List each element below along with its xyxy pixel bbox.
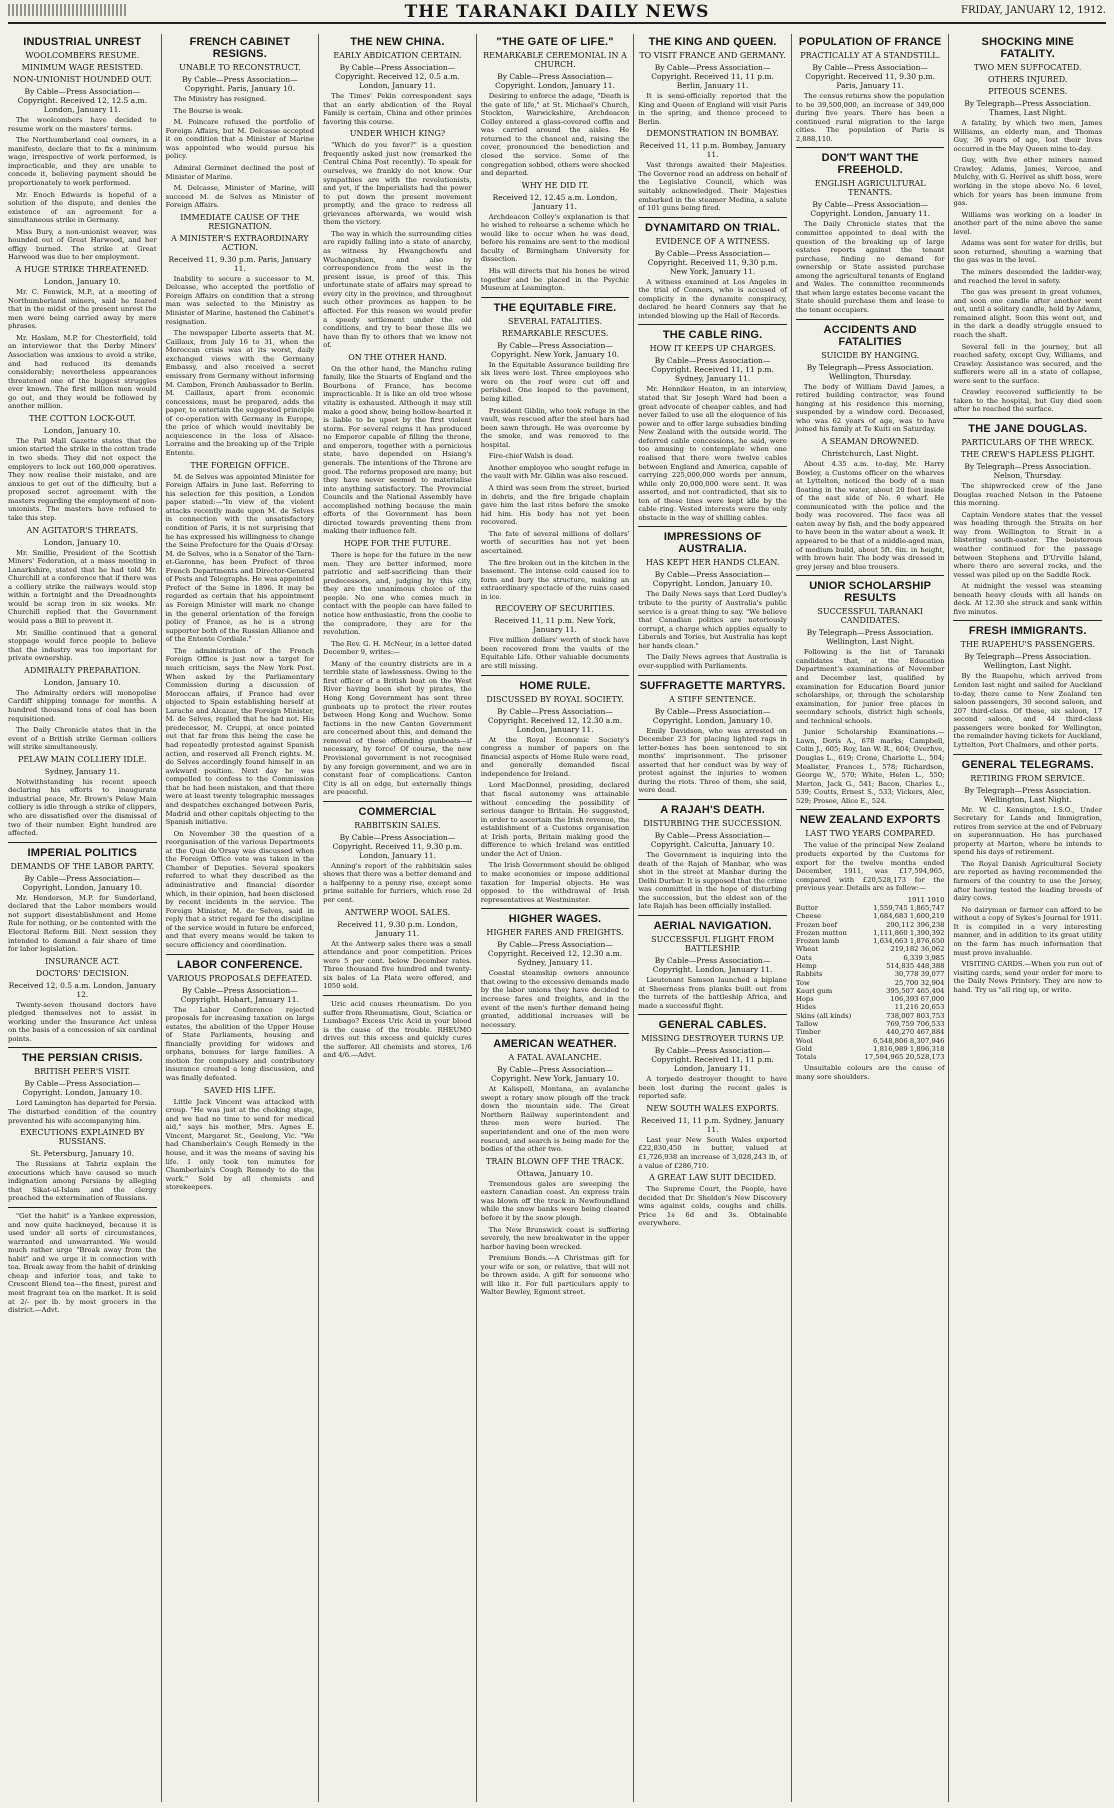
dateline: By Cable—Press Association—Copyright. London, January 11. xyxy=(810,200,931,219)
column-4 xyxy=(476,34,634,1802)
paragraph: The way in which the surrounding cities are rapidly falling into a state of anarchy, as witness by Hwangchowfu and Wuchangshien, and also by correspondence from the west in the present issue, is proof of this. This unfortunate state of affairs may spread to every city in the province, and throughout such other provinces as happen to be affected. For this reason we would prefer a speedy settlement under the old conditions, and try to bear those ills we have than fly to others that we know not of. xyxy=(323,229,472,350)
subheading: THE FOREIGN OFFICE. xyxy=(190,460,290,470)
headline: HOME RULE. xyxy=(519,679,591,692)
paragraph: Fire-chief Walsh is dead. xyxy=(488,452,574,461)
divider xyxy=(953,418,1102,419)
subheading: MINIMUM WAGE RESISTED. xyxy=(21,63,143,72)
subheading: SUICIDE BY HANGING. xyxy=(821,350,920,360)
paragraph: The New Brunswick coast is suffering severely, the new breakwater in the upper harbor having been wrecked. xyxy=(480,1225,630,1251)
dateline: By Cable—Press Association—Copyright. Received 11, 9.30 p.m. New York, January 11. xyxy=(647,248,778,276)
headline: A RAJAH'S DEATH. xyxy=(660,804,766,816)
subheading: A FATAL AVALANCHE. xyxy=(508,1053,602,1063)
subheading: MISSING DESTROYER TURNS UP. xyxy=(641,1034,784,1044)
dateline: By Telegraph—Press Association. Nelson, Thursday. xyxy=(964,462,1092,480)
table-row: Wool 6,548,806 8,307,946 xyxy=(795,1036,945,1045)
dateline: By Telegraph—Press Association. Wellington, Thursday. xyxy=(806,362,934,381)
divider xyxy=(953,754,1102,755)
dateline: Received 11, 9.30 p.m. Paris, January 11. xyxy=(168,254,312,273)
paragraph: The value of the principal New Zealand products exported by the Customs for export for the twelve months ended December, 1911, was £17,594,965, compared with £20,528,173 for the previous year. Details are as follow:— xyxy=(795,841,945,893)
paragraph: In the Equitable Assurance building fire six lives were lost. Three employees who were on the roof were cut off and perished. One leaped to the pavement, being killed. xyxy=(480,360,630,403)
paragraph: The Daily News agrees that Australia is over-supplied with Parliaments. xyxy=(638,653,787,670)
subheading: PRACTICALLY AT A STANDSTILL. xyxy=(800,51,941,60)
headline: AERIAL NAVIGATION. xyxy=(653,919,772,932)
paragraph: The Royal Danish Agricultural Society are reported as having recommended the farmers of the country to use the Jersey, after having tested the leading breeds of dairy cows. xyxy=(953,859,1103,903)
headline: AMERICAN WEATHER. xyxy=(493,1038,617,1051)
paragraph: At the Royal Economic Society's congress a number of papers on the financial aspects of Home Rule were read, and generally demanded fiscal independence for Ireland. xyxy=(480,735,630,778)
paragraph: The Rev. G. H. McNeur, in a letter dated December 9, writes:— xyxy=(323,639,472,657)
dateline: St. Petersburg, January 10. xyxy=(30,1149,135,1159)
headline: NEW ZEALAND EXPORTS xyxy=(799,814,941,827)
paragraph: The Times' Pekin correspondent says that an early abdication of the Royal Family is certain, China and other princes favoring this course. xyxy=(323,92,472,126)
advertisement: VISITING CARDS.—When you run out of visiting cards, send your order for more to the Daily News Printery. They are now to hand. Try us "all ring up, or write. xyxy=(953,960,1103,994)
paragraph: Mr. Enoch Edwards is hopeful of a solution of the dispute, and denies the existence of an agreement for a simultaneous strike in Germany. xyxy=(8,190,157,225)
dateline: London, January 10. xyxy=(43,677,121,687)
table-row: Butter 1,559,745 1,865,747 xyxy=(795,904,945,913)
subheading: HIGHER FARES AND FREIGHTS. xyxy=(486,928,624,938)
paragraph: Mr. Smillie continued that a general stoppage would force people to believe that the industry was too important for private ownership. xyxy=(8,628,157,663)
dateline: Sydney, January 11. xyxy=(44,766,120,776)
headline: THE EQUITABLE FIRE. xyxy=(493,301,617,314)
paragraph: Anning's report of the rabbitskin sales shows that there was a better demand and a halfpenny to a penny rise, except some prime suitable for furriers, which rose 2d per cent. xyxy=(323,861,472,904)
subheading: RABBITSKIN SALES. xyxy=(354,820,441,830)
dateline: By Cable—Press Association—Copyright. Hobart, January 11. xyxy=(180,985,299,1004)
dateline: By Cable—Press Association—Copyright. London, January 10. xyxy=(22,1079,143,1098)
dateline: By Cable—Press Association—Copyright. New York, January 10. xyxy=(491,340,619,359)
headline: IMPERIAL POLITICS xyxy=(27,846,138,859)
paragraph: On the other hand, the Manchu ruling family, like the Stuarts of England and the Bourbons of France, has become impracticable. It is like an old tree whose vitality is exhausted. Although it may still make a good show, being hollow-hearted it is liable to be upset by the first violent storm. For several reigns it has produced no Emperor capable of filling the throne, and emperors, together with a pernicious state, have depended on Hsiang's generals. The intentions of the Throne are good. The reforms proposed are many; but they have never seemed to materialise into anything satisfactory. The Provincial Councils and the National Assembly have accomplished nothing because the main efforts of the Government has been directed towards preventing them from making their influence felt. xyxy=(323,364,472,536)
paragraph: The fate of several millions of dollars' worth of securities has not yet been ascertained. xyxy=(480,529,630,555)
paragraph: The census returns show the population to be 39,500,000, an increase of 349,000 during five years. There has been a continued rural migration to the large cities. The population of Paris is 2,888,110. xyxy=(795,92,945,143)
paragraph: The Daily News says that Lord Dudley's tribute to the purity of Australia's public service is a great thing to say. "We believe that Canadian politics are notoriously corrupt, a charge which applies equally to Liberals and Tories, but Australia has kept her hands clean." xyxy=(638,590,787,650)
subheading: THE COTTON LOCK-OUT. xyxy=(29,413,136,423)
table-row: Timber 440,270 467,884 xyxy=(795,1028,945,1037)
subheading: DEMANDS OF THE LABOR PARTY. xyxy=(10,861,155,871)
paragraph: Vast throngs awaited their Majesties. The Governor read an address on behalf of the Legislative Council, which was suitably acknowledged. Their Majesties embarked in the steamer Medina, a salute of 101 guns being fired. xyxy=(638,161,787,213)
dateline: By Telegraph—Press Association. Thames, Last Night. xyxy=(964,99,1092,117)
headline: POPULATION OF FRANCE xyxy=(798,36,942,48)
dateline: By Cable—Press Association—Copyright. Received 11, 11 p.m. London, January 11. xyxy=(651,1046,774,1074)
paragraph: There is hope for the future in the new men. They are better informed, more patriotic and self-sacrificing than their predecessors, and, judging by this city, they are the unanimous choice of the people. No one who comes much in contact with the people can have failed to notice how enthusiastic, from the coolie to the compradore, they are for the revolution. xyxy=(323,551,472,637)
dateline: By Cable—Press Association—Copyright. Received 11, 11 p.m. Berlin, January 11. xyxy=(651,63,774,90)
subheading: VARIOUS PROPOSALS DEFEATED. xyxy=(167,973,313,983)
paragraph: A fatality, by which two men, James Williams, an elderly man, and Thomas Guy, 36 years of age, lost their lives occurred in the May Queen mine to-day. xyxy=(953,119,1103,153)
subheading: EARLY ABDICATION CERTAIN. xyxy=(333,51,462,60)
paragraph: The gas was present in great volumes, and soon one candle after another went out, until a solitary candle, held by Adams, remained alight. Soon this went out, and in the dark a deadly struggle ensued to reach the shaft. xyxy=(953,288,1103,339)
paragraph: Mr. C. Fenwick, M.P., at a meeting of Northumberland miners, said he feared that in the midst of the present unrest the men were being carried away by mere phrases. xyxy=(8,288,157,331)
divider xyxy=(323,801,472,802)
advertisement: "Get the habit" is a Yankee expression, and now quite hackneyed, because it is used under all sorts of circumstances, warranted and unwarranted. We would much rather urge "Break away from the habit" and we urge it in connection with tea. Break away from the habit of drinking cheap and inferior teas, and take to Crescent Blend tea—the finest, purest and most fragrant tea on the market. It is sold at 2/- per lb. by most grocers in the district.—Advt. xyxy=(8,1211,157,1315)
dateline: Ottawa, January 10. xyxy=(516,1168,594,1178)
paragraph: Lord Lamington has departed for Persia. The disturbed condition of the country prevented his wife accompanying him. xyxy=(8,1099,157,1125)
table-row: Frozen lamb 1,634,663 1,876,650 xyxy=(795,937,945,946)
headline: HIGHER WAGES. xyxy=(508,913,602,926)
paragraph: By the Ruapehu, which arrived from London last night and sailed for Auckland to-day, there came to New Zealand ten saloon passengers, 30 second saloon, and 207 third-class. Of these, six saloon, 17 second saloon, and 44 third-class passengers were booked for Wellington, the remainder having tickets for Auckland, Lyttelton, Port Chalmers, and other ports. xyxy=(953,672,1103,749)
dateline: Received 12, 12.45 a.m. London, January 11. xyxy=(492,192,618,211)
paragraph: Williams was working on a leader in another part of the mine above the same level. xyxy=(953,210,1103,236)
paragraph: The miners descended the ladder-way, and reached the level in safety. xyxy=(953,268,1103,285)
subheading: REMARKABLE RESCUES. xyxy=(501,328,609,338)
dateline: By Cable—Press Association—Copyright. New York, January 10. xyxy=(491,1065,619,1084)
subheading: IMMEDIATE CAUSE OF THE RESIGNATION. xyxy=(180,212,300,231)
paragraph: M. Poincare refused the portfolio of Foreign Affairs, but M. Delcasse accepted it on condition that a Minister of Marine was appointed who would pursue his policy. xyxy=(165,118,315,161)
paragraph: Adams was sent for water for drills, but soon returned, shouting a warning that the gas was in the level. xyxy=(953,239,1103,265)
headline: GENERAL CABLES. xyxy=(658,1019,767,1032)
dateline: By Telegraph—Press Association. Wellington, Last Night. xyxy=(964,652,1092,671)
masthead xyxy=(8,2,1106,24)
subheading: DOCTORS' DECISION. xyxy=(35,968,129,978)
table-row: Skins (all kinds) 738,007 803,753 xyxy=(795,1011,945,1020)
paragraph: The fire broken out in the kitchen in the basement. The intense cold caused ice to form and bury the structure, making an extraordinary spectacle of the ruins cased in ice. xyxy=(480,558,630,601)
paragraph: At the Antwerp sales there was a small attendance and poor competition. Prices were 5 per cent. below December rates. Three thousand five hundred and twenty-six bales of La Plata were offered, and 1050 sold. xyxy=(323,939,472,991)
dateline: By Cable—Press Association—Copyright. Received 12, 0.5 a.m. London, January 11. xyxy=(335,63,460,90)
dateline: By Cable—Press Association—Copyright. Received 11, 9.30 p.m. London, January 11. xyxy=(332,832,463,860)
dateline: Received 11, 9.30 p.m. London, January 11. xyxy=(337,919,458,938)
dateline: Christchurch, Last Night. xyxy=(821,448,919,458)
dateline: By Cable—Press Association—Copyright. Paris, January 10. xyxy=(182,75,298,93)
dateline: Received 11, 11 p.m. Sydney, January 11. xyxy=(641,1115,785,1134)
column-1 xyxy=(8,34,161,1802)
headline: SUFFRAGETTE MARTYRS. xyxy=(639,679,786,692)
subheading: THE RUAPEHU'S PASSENGERS. xyxy=(960,640,1095,650)
subheading: SEVERAL FATALITIES. xyxy=(508,316,603,326)
subheading: ANTWERP WOOL SALES. xyxy=(344,907,451,917)
dateline: By Cable—Press Association—Copyright. Received 12, 12.30 a.m. London, January 11. xyxy=(487,706,623,734)
subheading: TWO MEN SUFFOCATED. xyxy=(974,63,1082,72)
headline: LABOR CONFERENCE. xyxy=(177,958,303,971)
subheading: WHY HE DID IT. xyxy=(521,180,589,190)
table-row: Frozen beef 290,112 396,238 xyxy=(795,920,945,929)
divider xyxy=(166,954,315,955)
paragraph: The woolcombers have decided to resume work on the masters' terms. xyxy=(8,116,157,133)
table-row-total: Totals 17,594,965 20,528,173 xyxy=(795,1053,945,1062)
divider xyxy=(8,842,157,843)
paragraph: The Labor Conference rejected proposals for increasing taxation on large estates, the abolition of the Upper House of State Parliaments, housing and financially providing for widows and orphans, bonuses for large families. A motion for compulsory and contributory insurance created a long discussion, and was finally defeated. xyxy=(165,1005,315,1082)
subheading: PELAW MAIN COLLIERY IDLE. xyxy=(17,754,147,764)
table-row: Hemp 514,835 448,388 xyxy=(795,962,945,970)
subheading: A GREAT LAW SUIT DECIDED. xyxy=(649,1173,777,1183)
subheading: NON-UNIONIST HOUNDED OUT. xyxy=(12,75,152,84)
dateline: London, January 10. xyxy=(43,425,121,435)
paragraph: M. de Selves was appointed Minister for Foreign Affairs in June last. Referring to his selection for this position, a London paper stated:—"In view of the violent attacks recently made upon M. de Selves in connection with the unsatisfactory condition of Paris, it is not surprising that he has expressed his willingness to change the Seine Prefecture for the Quais d'Orsay. M. de Selves, who is a Senator of the Tarn-et-Garonne, has been Prefect of three French Departments and Director-General of Posts and Telegraphs. He was appointed Prefect of the Seine in 1896. It may be regarded as certain that his appointment as Foreign Minister will mark no change in the general orientation of the foreign policy of France, as he is a strong supporter both of the Russian Alliance and of the Entente Cordiale." xyxy=(165,472,315,644)
paragraph: Archdeacon Colley's explanation is that he wished to rehearse a scheme which he would like to occur when he was dead, before his remains are sent to the medical faculty of Birmingham University for dissection. xyxy=(480,212,630,264)
paragraph: Another employee who sought refuge in the vault with Mr. Giblin was also rescued. xyxy=(480,463,630,481)
subheading: THE CREW'S HAPLESS PLIGHT. xyxy=(960,450,1095,459)
headline: FRESH IMMIGRANTS. xyxy=(968,625,1087,638)
divider xyxy=(638,675,787,676)
divider xyxy=(796,809,945,810)
subheading: DISTURBING THE SUCCESSION. xyxy=(643,819,782,828)
advertisement: Premium Bonds.—A Christmas gift for your wife or son, or relative, that will not be thrown aside. A gift for someone who will like it. For full particulars apply to Walter Bewley, Egmont street. xyxy=(480,1254,630,1297)
table-row: Kauri gum 395,507 465,404 xyxy=(795,986,945,995)
headline: DON'T WANT THE FREEHOLD. xyxy=(821,152,919,177)
subheading: NEW SOUTH WALES EXPORTS. xyxy=(646,1103,779,1113)
advertisement: Little Jack Vincent was attacked with croup. "He was just at the choking stage, and we had no time to send for medical aid," says his mother, Mrs. Agnes E. Vincent, Margaret St., Geelong, Vic. "We had Chamberlain's Cough Remedy in the house, and it was the means of saving his life. I only took ten minutes for Chamberlain's Cough Remedy to do the work." Sold by all chemists and storekeepers. xyxy=(165,1097,315,1192)
subheading: WOOLCOMBERS RESUME. xyxy=(25,51,140,60)
paragraph: No dairyman or farmer can afford to be without a copy of Sykes's Journal for 1911. It is compiled in a very interesting manner, and in addition to its great utility on the farm has much information that must prove invaluable. xyxy=(953,905,1103,957)
table-row: Frozen mutton 1,111,860 1,390,392 xyxy=(795,928,945,937)
paragraph: Crawley recovered sufficiently to be taken to the hospital, but Guy died soon after he reached the surface. xyxy=(953,388,1103,414)
paragraph: Mr. Henderson, M.P. for Sunderland, declared that the Labor members would not support disestablishment and Home Rule for nothing, or be contented with the Electoral Reform Bill. Next session they intended to demand a fair share of time for labor legislation. xyxy=(8,893,157,954)
advertisement: The Supreme Court, the People, have decided that Dr. Sheldon's New Discovery wins against colds, coughs and chills. Price 1s 6d and 3s. Obtainable everywhere. xyxy=(638,1185,787,1228)
paragraph: At midnight the vessel was steaming beneath heavy clouds with all hands on deck. At 12.30 she struck and sank within five minutes. xyxy=(953,582,1103,616)
paragraph: A torpedo destroyer thought to have been lost during the recent gales is reported safe. xyxy=(638,1075,787,1101)
subheading: ADMIRALTY PREPARATION. xyxy=(24,665,141,675)
headline: INDUSTRIAL UNREST xyxy=(23,36,142,48)
dateline: By Cable—Press Association—Copyright. London, January 11. xyxy=(495,72,615,90)
table-row: Cheese 1,684,683 1,600,219 xyxy=(795,912,945,921)
paragraph: Mr. Haslam, M.P. for Chesterfield, told an interviewer that the Derby Miners' Association was anxious to avoid a strike, and had reduced its demands considerably; nevertheless appearances threatened one of the biggest struggles ever known. The first million men would go out, and they would be followed by another million. xyxy=(8,333,157,411)
headline: COMMERCIAL xyxy=(358,805,437,818)
table-row: Wheat 219,182 36,062 xyxy=(795,945,945,954)
paragraph: The Pall Mall Gazette states that the union started the strike in the cotton trade in two sheds. They did not expect the employers to lock out 160,000 operatives. They now realise their mistake, and are anxious to get out of the difficulty, but a proposed secret agreement with the masters regarding the employment of non-unionists. The masters have refused to take this step. xyxy=(8,436,157,522)
subheading: RECOVERY OF SECURITIES. xyxy=(495,604,615,614)
divider xyxy=(638,1014,787,1015)
paragraph: Notwithstanding his recent speech declaring his efforts to inaugurate industrial peace, Mr. Brown's Pelaw Main colliery is idle through a strike of clippers, who are dissatisfied over the dismissal of two of their number. Eight hundred are affected. xyxy=(8,777,157,838)
paragraph: The administration of the French Foreign Office is just now a target for much criticism, says the New York Post. When asked by the Parliamentary Commission during a discussion of Moroccan affairs, if France had ever objected to Spain establishing herself at Larache and Alcazar, the Foreign Minister, M. de Selves, replied that he had not. His predecessor, M. Cruppi, at once pointed out that far from this being the case he had repeatedly protested against Spanish action, and reserved all French rights. M. de Selves accordingly found himself in an awkward position. Next day he was compelled to confess to the Commission that he had been mistaken, and that there were at least twenty telegraphic messages and despatches exchanged between Paris, Madrid and other capitals objecting to the Spanish initiative. xyxy=(165,646,315,827)
paragraph: Coastal steamship owners announce that owing to the excessive demands made by the labor unions they have decided to increase fares and freights, and in the event of the men's further demand being granted, additional increases will be necessary. xyxy=(480,969,630,1029)
subheading: HOPE FOR THE FUTURE. xyxy=(343,539,452,548)
subheading: UNDER WHICH KING? xyxy=(349,129,446,139)
dateline: Received 12, 0.5 a.m. London, January 12. xyxy=(8,980,156,999)
issue-date: FRIDAY, JANUARY 12, 1912. xyxy=(961,5,1106,16)
paragraph: Lord MacDonnel, presiding, declared that fiscal autonomy was attainable without conceding the possibility of serious danger to Britain. He suggested, in order to ascertain the Irish revenue, the establishment of a Customs organisation at Irish ports, Britain making good the difference to which Ireland was entitled under the Act of Union. xyxy=(480,781,630,858)
subheading: A MINISTER'S EXTRAORDINARY ACTION. xyxy=(171,233,309,252)
subheading: EVIDENCE OF A WITNESS. xyxy=(655,236,770,246)
paragraph: The shipwrecked crew of the Jane Douglas reached Nelson in the Patoene this morning. xyxy=(953,482,1103,508)
paragraph: Several fell in the journey, but all reached safety, except Guy, Williams, and Crawley. Assistance was secured, and the sufferers were all in a state of collapse, were sent to the surface. xyxy=(953,342,1103,385)
headline: IMPRESSIONS OF AUSTRALIA. xyxy=(663,531,762,556)
subheading: EXECUTIONS EXPLAINED BY RUSSIANS. xyxy=(20,1128,145,1147)
table-row: Hides 11,216 20,653 xyxy=(795,1003,945,1012)
advertisement: Uric acid causes rheumatism. Do you suffer from Rheumatism, Gout, Sciatica or Lumbago? Excess Uric Acid in your blood is the cause of the trouble. RHEUMO drives out this excess and quickly cures the sufferer. All chemists and stores, 1/6 and 4/6.—Advt. xyxy=(323,999,472,1060)
paragraph: The Northumberland coal owners, in a manifesto, declare that to fix a minimum wage, irrespective of work performed, is impracticable, and they are unable to concede it, believing payment should be proportionately to work performed. xyxy=(8,136,157,187)
subheading: SAVED HIS LIFE. xyxy=(203,1085,276,1095)
dateline: By Cable—Press Association—Copyright. London, January 10. xyxy=(22,873,143,892)
subheading: DEMONSTRATION IN BOMBAY. xyxy=(646,129,779,139)
dateline: By Cable—Press Association—Copyright. Received 12, 12.5 a.m. London, January 11. xyxy=(17,87,147,114)
headline: DYNAMITARD ON TRIAL. xyxy=(645,221,781,234)
paragraph: Many of the country districts are in a terrible state of lawlessness. Owing to the first officer of a British boat on the West River having been shot by pirates, the Hong Kong Government has sent three gunboats up to protect the river routes between Hong Kong and Wuchow. Some factions in the new Canton Government are concerned about this, and demand the removal of these offending gunboats—if necessary, by force! Of course, the new Provisional government is not recognised by any foreign government, and we are in constant fear of complications. Canton City is all on edge, but externally things are peaceful. xyxy=(323,659,472,797)
headline: "THE GATE OF LIFE." xyxy=(496,36,614,48)
paragraph: On November 30 the question of a reorganisation of the various Departments at the Quai de'Orsay was discussed when the Foreign Office vote was taken in the Chamber of Deputies. Several speakers referred to what they described as the administrative and financial disorder which, in their opinion, had been disclosed by recent incidents in the service. The Foreign Minister, M. de Selves, said in reply that a strict regard for the discipline of the service would in future be enforced, and that every means would be taken to secure efficiency and coordination. xyxy=(165,829,315,949)
advertisement: Unsuitable colours are the cause of many sore shoulders. xyxy=(795,1064,945,1081)
divider xyxy=(481,675,630,676)
headline: THE PERSIAN CRISIS. xyxy=(22,1052,143,1065)
column-5 xyxy=(633,34,791,1802)
paragraph: The Government is inquiring into the death of the Rajah of Manbar, who was shot in the street at Manbar during the Delhi Durbar. It is supposed that the crime was committed in the hope of disturbing the succession, but the eldest son of the late Rajah has been officially installed. xyxy=(638,851,787,911)
column-3 xyxy=(318,34,476,1802)
headline: SHOCKING MINE FATALITY. xyxy=(981,36,1074,60)
dateline: Received 11, 11 p.m. Bombay, January 11. xyxy=(639,141,786,160)
dateline: By Telegraph—Press Association. Wellington, Last Night. xyxy=(964,785,1092,804)
headline: UNIOR SCHOLARSHIP RESULTS xyxy=(809,580,932,605)
divider xyxy=(481,297,630,298)
subheading: A STIFF SENTENCE. xyxy=(669,694,757,704)
subheading: A HUGE STRIKE THREATENED. xyxy=(15,265,149,274)
column-2 xyxy=(161,34,319,1802)
exports-table-header: 1911 1910 xyxy=(907,895,945,904)
dateline: By Cable—Press Association—Copyright. London, January 11. xyxy=(652,955,773,974)
paragraph: Emily Davidson, who was arrested on December 23 for placing lighted rags in letter-boxes has been sentenced to six months' imprisonment. The prisoner asserted that her conduct was by way of protest against the injuries to women during the riots. Three of them, she said, were dead. xyxy=(638,726,787,795)
subheading: OTHERS INJURED. xyxy=(988,75,1068,84)
subheading: DISCUSSED BY ROYAL SOCIETY. xyxy=(486,694,624,704)
paragraph: It is semi-officially reported that the King and Queen of England will visit Paris in the spring, and thence proceed to Berlin. xyxy=(638,92,787,126)
paragraph: The body of William David James, a retired building contractor, was found hanging at his residence this morning, suspended by a window cord. Deceased, who was 62 years of age, was to have joined his family at Te Kuiti on Saturday. xyxy=(795,382,945,434)
subheading: REMARKABLE CEREMONIAL IN A CHURCH. xyxy=(483,51,627,69)
subheading: HOW IT KEEPS UP CHARGES. xyxy=(649,344,776,354)
dateline: London, January 10. xyxy=(43,537,121,547)
paragraph: Tremendous gales are sweeping the eastern Canadian coast. An express train was blown off the track in Newfoundland while the snow banks were being cleared before it by the snow plough. xyxy=(480,1179,630,1222)
headline: THE NEW CHINA. xyxy=(350,36,445,48)
subheading: RETIRING FROM SERVICE. xyxy=(970,773,1086,783)
dateline: By Cable—Press Association—Copyright. Received 11, 11 p.m. Sydney, January 11. xyxy=(651,356,774,384)
paragraph: President Giblin, who took refuge in the vault, was rescued after the steel bars had been sawn through. He was overcome by the smoke, and was removed to the hospital. xyxy=(480,406,630,449)
divider xyxy=(796,147,945,148)
headline: GENERAL TELEGRAMS. xyxy=(961,758,1094,771)
dateline: Received 11, 11 p.m. New York, January 11. xyxy=(494,616,616,635)
paragraph: Mr. Henniker Heaton, in an interview, stated that Sir Joseph Ward had been a great advocate of cheaper cables, and had never failed to use all the eloquence of his power and to offer large subsidies binding New Zealand with the outside world. The deferred cable concessions, he said, were too amusing to contemplate when one realised that there were twelve cables between England and America, capable of carrying 225,000,000 words per annum, while only 20,000,000 were sent. It was asserted, and not contradicted, that six to ten of these lines were kept idle by the cable ring. Vested interests were the only obstacle in the way of shilling cables. xyxy=(638,385,787,522)
paragraph: The Admiralty orders will monopolise Cardiff shipping tonnage for months. A hundred thousand tons of coal has been requisitioned. xyxy=(8,688,157,723)
paragraph: Following is the list of Taranaki candidates that, at the Education Department's examinations of November and December last, qualified by examination for Education Board junior scholarships, or, through the scholarship examination, for junior free places in secondary schools, district high schools, and technical schools. xyxy=(795,648,945,725)
divider xyxy=(638,799,787,800)
dateline: By Cable—Press Association—Copyright. Calcutta, January 10. xyxy=(650,831,775,849)
paragraph: The Irish Government should be obliged to make economies or impose additional taxation for Imperial objects. He was opposed to the withdrawal of Irish representatives at Westminster. xyxy=(480,861,630,904)
table-row: Rabbits 30,778 39,077 xyxy=(795,970,945,979)
dateline: By Cable—Press Association—Copyright. Received 12, 12.30 a.m. Sydney, January 11. xyxy=(487,940,623,968)
table-row: Oats 6,339 3,985 xyxy=(795,953,945,962)
dateline: By Cable—Press Association—Copyright. London, January 10. xyxy=(652,570,773,589)
paragraph: The Daily Chronicle states that the committee appointed to deal with the question of the breaking up of large estates reports against the tenant purchase, finding no demand for ownership or State assisted purchase among the agricultural tenants of England and Wales. The committee recommends that when large estates become vacant the State should purchase them and lease to the tenant occupiers. xyxy=(795,220,945,314)
paragraph: About 4.35 a.m. to-day, Mr. Harry Bowley, a Customs officer on the wharves at Lyttelton, noticed the body of a man floating in the water, about 20 feet inside of the east side of No. 6 wharf. He communicated with the police and the body was recovered. The face was all eaten away by fish, and the body appeared to have been in the water about a week. It appeared to be that of a middle-aged man, of medium build, about 5ft. 6in. in height, with brown hair. The body was dressed in grey jersey and blue trousers. xyxy=(795,459,945,571)
newspaper-title: THE TARANAKI DAILY NEWS xyxy=(404,2,710,22)
subheading: TO VISIT FRANCE AND GERMANY. xyxy=(639,51,786,60)
paragraph: Miss Bury, a non-unionist weaver, was hounded out of Great Harwood, and her effigy burned. The strike at Great Harwood was due to her employment. xyxy=(8,227,157,262)
subheading: ON THE OTHER HAND. xyxy=(348,352,447,362)
dateline: By Cable—Press Association—Copyright. London, January 10. xyxy=(652,706,773,725)
exports-table xyxy=(796,896,945,1062)
paragraph: Last year New South Wales exported £22,830,450 in butter, valued at £1,726,938 an increase of 3,028,243 lb, of a value of £286,710. xyxy=(638,1135,787,1170)
subheading: UNABLE TO RECONSTRUCT. xyxy=(179,63,301,72)
subheading: HAS KEPT HER HANDS CLEAN. xyxy=(645,558,780,568)
divider xyxy=(481,1033,630,1034)
divider xyxy=(323,995,472,996)
table-row: Gold 1,816,989 1,896,318 xyxy=(795,1044,945,1053)
subheading: A SEAMAN DROWNED. xyxy=(821,436,920,446)
subheading: PARTICULARS OF THE WRECK. xyxy=(961,438,1095,447)
paragraph: Five million dollars' worth of stock have been recovered from the vaults of the Equitable Life. Other valuable documents are still missing. xyxy=(480,636,630,670)
paragraph: The newspaper Liberte asserts that M. Caillaux, from July 16 to 31, when the Moroccan crisis was at its worst, daily exchanged views with the Germany Embassy, and also received a secret emissary from Germany without informing M. Cambon, French Ambassador to Berlin. M. Caillaux, apart from economic concessions, must be prepared, adds the paper, to entertain the suggested principle of co-operation with Germany in Europe, the price of which would inevitably be acquiescence in the loss of Alsace-Lorraine and the breaking up of the Triple Entente. xyxy=(165,329,315,457)
subheading: AN AGITATOR'S THREATS. xyxy=(26,525,139,535)
paragraph: Junior Scholarship Examinations.—Lawn, Doris A., 678 marks; Campbell, Colin J., 605; Roy, Ian W. R., 604; Overhve, Douglas L., 619; Crone, Charlotte L., 504; Mealister, Frances I., 578; Richardson, George W., 570; White, Helen L., 550; Merton, Jack G., 541; Bacon, Charles L., 539; Coutts, Ernest S., 533; Vickers, Alec, 529; Prosee, Alice E., 524. xyxy=(795,728,945,805)
dateline: By Telegraph—Press Association. Wellington, Last Night. xyxy=(806,628,934,647)
divider xyxy=(638,526,787,527)
divider xyxy=(8,1207,157,1208)
headline: ACCIDENTS AND FATALITIES xyxy=(823,323,917,348)
paragraph: The Ministry has resigned. xyxy=(173,95,267,103)
paragraph: The Daily Chronicle states that in the event of a British strike German colliers will strike simultaneously. xyxy=(8,726,157,752)
divider xyxy=(953,620,1102,621)
paragraph: Mr. W. C. Kensington, I.S.O., Under Secretary for Lands and Immigration, retires from service at the end of February on superannuation. He has purchased property at Marton, where he intends to spend his days of retirement. xyxy=(953,805,1103,857)
divider xyxy=(481,908,630,909)
paragraph: Desiring to enforce the adage, "Death is the gate of life," at St. Michael's Church, Stockton, Warwickshire, Archdeacon Colley entered a glass-covered coffin and was carried around the aisles. He returned to the chancel and, raising the cover, pronounced the benediction and closed the service. Some of the congregation sobbed, others were shocked and departed. xyxy=(480,92,630,178)
subheading: SUCCESSFUL FLIGHT FROM BATTLESHIP. xyxy=(651,934,775,953)
dateline: By Cable—Press Association—Copyright. Received 11, 9.30 p.m. Paris, January 11. xyxy=(805,63,936,90)
headline: THE KING AND QUEEN. xyxy=(648,36,777,48)
paragraph: Guy, with five other miners named Crawley, Adams, James, Vercoe, and Mulchy, with G. Herivel as shift boss, were working in the stope above No. 6 level, which for years has been immune from gas. xyxy=(953,156,1103,208)
paragraph: Inability to secure a successor to M. Delcasse, who accepted the portfolio of Foreign Affairs on condition that a strong man was selected to the Ministry as Minister of Marine, hastened the Cabinet's resignation. xyxy=(165,274,315,326)
divider xyxy=(638,324,787,325)
paragraph: A witness examined at Los Angeles in the trial of Conners, who is accused of complicity in the dynamite conspiracy, declared he heard Conners say that he intended blowing up the Hall of Records. xyxy=(638,277,787,320)
subheading: BRITISH PEER'S VISIT. xyxy=(34,1067,131,1077)
headline: THE CABLE RING. xyxy=(662,329,763,342)
paragraph: "Which do you favor?" is a question frequently asked just now (remarked the Central China Post recently). To speak for ourselves, we frankly do not know. Our sympathies are with the revolutionists, and yet, if the Imperialists had the power to put down the present movement promptly, and the grace to redress all grievances afterwards, we would wish them the victory. xyxy=(323,141,472,227)
divider xyxy=(8,1047,157,1048)
paragraph: A third was seen from the street, buried in debris, and the fire brigade chaplain gave him the last rites before the smoke hid him. His body has not yet been recovered. xyxy=(480,484,630,527)
divider xyxy=(638,915,787,916)
dateline: London, January 10. xyxy=(43,277,121,286)
column-6 xyxy=(791,34,949,1802)
table-row: Hops 106,393 67,000 xyxy=(795,995,945,1004)
subheading: ENGLISH AGRICULTURAL TENANTS. xyxy=(814,179,926,198)
headline: THE JANE DOUGLAS. xyxy=(968,423,1088,435)
paragraph: Twenty-seven thousand doctors have pledged themselves not to assist in working under the Insurance Act unless on the basis of a concession of six cardinal points. xyxy=(8,1000,157,1043)
divider xyxy=(796,319,945,320)
page-columns xyxy=(8,34,1106,1802)
subheading: SUCCESSFUL TARANAKI CANDIDATES. xyxy=(817,607,924,626)
paragraph: Mr. Smillie, President of the Scottish Miners' Federation, at a mass meeting in Lanarkshire, stated that he had told Mr. Churchill at a conference that if there was a colliery strike the railways would stop within a fortnight and the Dreadnoughts would be scrap iron in six weeks. Mr. Churchill replied that the Government would pass a Bill to prevent it. xyxy=(8,548,157,625)
subheading: TRAIN BLOWN OFF THE TRACK. xyxy=(486,1156,625,1166)
paragraph: The Bourse is weak. xyxy=(173,106,244,115)
table-row: Tow 25,700 32,904 xyxy=(795,978,945,987)
table-row: Tallow 769,759 706,533 xyxy=(795,1019,945,1028)
column-7 xyxy=(948,34,1106,1802)
paragraph: His will directs that his bones be wired together and be placed in the Psychic Museum at Leamington. xyxy=(480,267,630,293)
subheading: PITEOUS SCENES. xyxy=(988,87,1068,96)
paragraph: Admiral Germinet declined the post of Minister of Marine. xyxy=(165,163,315,181)
divider xyxy=(796,575,945,576)
paragraph: Lieutenant Samson launched a biplane at Sheerness from planks built out from the turrets of the battleship Africa, and made a successful flight. xyxy=(638,975,787,1010)
paragraph: M. Delcasse, Minister of Marine, will succeed M. de Selves as Minister of Foreign Affairs. xyxy=(165,184,315,210)
paragraph: At Kalispell, Montana, an avalanche swept a rotary snow plough off the track down the mountain side. The Great Northern Railway superintendent and three men were buried. The superintendent and one of the men were rescued, and search is being made for the bodies of the other two. xyxy=(480,1085,630,1154)
headline: FRENCH CABINET RESIGNS. xyxy=(189,36,291,60)
paragraph: Captain Vendore states that the vessel was heading through the Straits on her way from Wellington to Strait in a blistering south-easter. The boisterous weather continued for the passage between Stephens and D'Urville Island, where there are several rocks, and the vessel was piled up on the Saddle Rock. xyxy=(953,510,1103,579)
paragraph: The Russians at Tabriz explain the executions which have caused so much indignation among Persians by alleging that Sikat-ul-Islam and the clergy preached the extermination of Russians. xyxy=(8,1160,157,1203)
subheading: INSURANCE ACT. xyxy=(45,956,120,966)
divider xyxy=(638,217,787,218)
subheading: LAST TWO YEARS COMPARED. xyxy=(805,829,936,839)
